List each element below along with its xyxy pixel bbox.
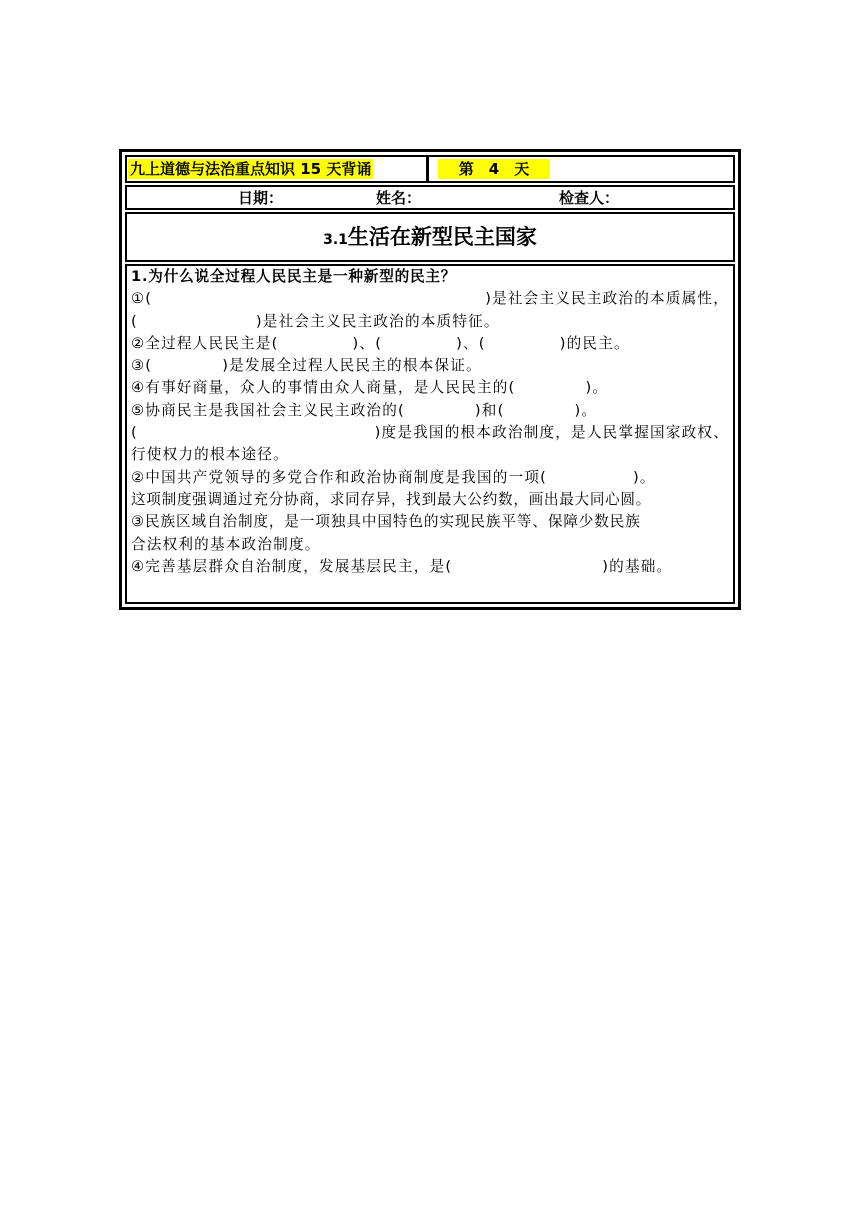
- line6-sep: )和(: [474, 401, 505, 419]
- line7-text: )度是我国的根本政治制度，是人民掌握国家政权、: [374, 424, 729, 442]
- line6-text: ⑤协商民主是我国社会主义民主政治的(: [131, 401, 405, 419]
- title-cell: [127, 157, 429, 181]
- line1-text: )是社会主义民主政治的本质属性，: [485, 290, 729, 308]
- date-label: 日期：: [238, 189, 284, 207]
- content-line-2: [131, 311, 729, 333]
- content-line-8: 行使权力的根本途径。: [131, 446, 289, 464]
- line9-suffix: )。: [633, 468, 656, 486]
- content-line-10: 这项制度强调通过充分协商，求同存异，找到最大公约数，画出最大同心圆。: [131, 490, 651, 508]
- line6-suffix: )。: [574, 401, 598, 419]
- line13-suffix: )的基础。: [602, 557, 673, 575]
- line4-text: )是发展全过程人民民主的根本保证。: [222, 357, 482, 375]
- section-number: 3.1: [323, 232, 348, 248]
- line2-prefix: (: [131, 312, 138, 330]
- worksheet-title: 九上道德与法治重点知识 15 天背诵: [130, 160, 372, 178]
- content-line-6: [131, 400, 729, 422]
- line5-suffix: )。: [585, 379, 609, 397]
- info-row: [125, 185, 735, 210]
- content-line-4: [131, 355, 729, 377]
- content-body: [127, 266, 733, 578]
- section-heading-row: [125, 212, 735, 262]
- line7-prefix: (: [131, 424, 138, 442]
- name-label: 姓名：: [376, 189, 422, 207]
- line13-text: ④完善基层群众自治制度，发展基层民主，是(: [131, 557, 453, 575]
- checker-label: 检查人：: [559, 189, 620, 207]
- line5-text: ④有事好商量，众人的事情由众人商量，是人民民主的(: [131, 379, 516, 397]
- content-line-5: [131, 377, 729, 399]
- day-label: 第 4 天: [438, 159, 550, 179]
- section-title: 生活在新型民主国家: [347, 225, 537, 249]
- worksheet-table: [119, 149, 741, 610]
- title-row: [125, 155, 735, 183]
- line4-prefix: ③(: [131, 357, 153, 375]
- line3-sep2: )、(: [456, 334, 486, 352]
- content-line-12: 合法权利的基本政治制度。: [131, 535, 321, 553]
- line9-text: ②中国共产党领导的多党合作和政治协商制度是我国的一项(: [131, 468, 548, 486]
- content-line-11: ③民族区域自治制度，是一项独具中国特色的实现民族平等、保障少数民族: [131, 513, 641, 531]
- line3-sep1: )、(: [352, 334, 383, 352]
- content-line-13: [131, 556, 729, 578]
- content-line-7: [131, 422, 729, 444]
- content-cell: [125, 264, 735, 604]
- content-line-1: [131, 288, 729, 310]
- line3-prefix: ②全过程人民民主是(: [131, 334, 279, 352]
- section-heading: [127, 223, 733, 254]
- question-heading: 1.为什么说全过程人民民主是一种新型的民主？: [131, 268, 457, 285]
- day-cell: [432, 157, 733, 181]
- line1-prefix: ①(: [131, 290, 153, 308]
- line2-text: )是社会主义民主政治的本质特征。: [255, 312, 500, 330]
- content-line-3: [131, 333, 729, 355]
- line3-suffix: )的民主。: [559, 334, 630, 352]
- content-line-9: [131, 467, 729, 489]
